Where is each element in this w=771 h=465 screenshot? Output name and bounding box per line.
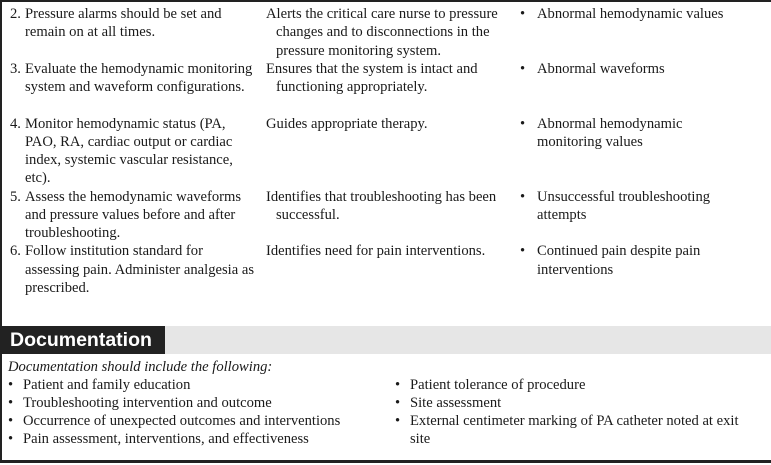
documentation-list-left xyxy=(8,376,398,448)
list-item xyxy=(8,412,398,430)
list-item-text: Occurrence of unexpected outcomes and interventions xyxy=(23,413,341,429)
list-item-text: Pain assessment, interventions, and effectiveness xyxy=(23,431,309,447)
list-item-text: Patient and family education xyxy=(23,377,191,393)
table-row xyxy=(0,115,771,188)
step-rationale: Identifies need for pain interventions. xyxy=(266,243,486,260)
step-action: Evaluate the hemodynamic monitoring system and waveform configurations. xyxy=(25,60,253,95)
documentation-list-right xyxy=(395,376,765,448)
step-number: 2. xyxy=(10,6,21,22)
list-item-text: Patient tolerance of procedure xyxy=(410,377,586,393)
bullet: • xyxy=(395,413,401,429)
step-rationale: Alerts the critical care nurse to pressure changes and to disconnections in the pressure monitoring system. xyxy=(266,6,498,59)
bullet: • xyxy=(8,413,14,429)
table-row xyxy=(0,242,771,297)
bullet: • xyxy=(395,395,401,411)
list-item xyxy=(395,376,765,394)
step-action: Monitor hemodynamic status (PA, PAO, RA, cardiac output or cardiac index, systemic vascular resistance, etc). xyxy=(25,115,233,187)
list-item xyxy=(395,394,765,412)
list-item-text: Site assessment xyxy=(410,395,502,411)
step-number: 6. xyxy=(10,243,21,260)
list-item xyxy=(395,412,765,448)
list-item-text: External centimeter marking of PA catheter noted at exit site xyxy=(410,413,739,447)
bullet: • xyxy=(395,377,401,393)
table-row xyxy=(0,188,771,243)
step-rationale: Guides appropriate therapy. xyxy=(266,115,428,132)
list-item-text: Troubleshooting intervention and outcome xyxy=(23,395,272,411)
step-rationale: Ensures that the system is intact and functioning appropriately. xyxy=(266,60,478,95)
step-number: 4. xyxy=(10,115,21,132)
report-item: Abnormal hemodynamic monitoring values xyxy=(537,115,683,150)
bullet: • xyxy=(520,188,526,205)
list-item xyxy=(8,376,398,394)
bullet: • xyxy=(520,243,526,260)
documentation-intro: Documentation should include the following: xyxy=(8,359,273,375)
step-rationale: Identifies that troubleshooting has been successful. xyxy=(266,188,497,223)
step-number: 3. xyxy=(10,60,21,77)
section-title: Documentation xyxy=(2,326,165,354)
report-item: Abnormal hemodynamic values xyxy=(537,6,724,22)
list-item xyxy=(8,430,398,448)
bullet: • xyxy=(8,395,14,411)
bullet: • xyxy=(520,115,526,132)
bullet: • xyxy=(8,431,14,447)
report-item: Unsuccessful troubleshooting attempts xyxy=(537,188,711,223)
step-number: 5. xyxy=(10,188,21,205)
bullet: • xyxy=(520,6,526,22)
bullet: • xyxy=(520,60,526,77)
list-item xyxy=(8,394,398,412)
bullet: • xyxy=(8,377,14,393)
procedure-table xyxy=(0,5,771,297)
step-action: Pressure alarms should be set and remain on at all times. xyxy=(25,6,222,41)
report-item: Continued pain despite pain interventions xyxy=(537,243,701,278)
report-item: Abnormal waveforms xyxy=(537,60,665,77)
table-row xyxy=(0,60,771,115)
step-action: Assess the hemodynamic waveforms and pressure values before and after troubleshooting. xyxy=(25,188,242,241)
table-row xyxy=(0,5,771,60)
step-action: Follow institution standard for assessing pain. Administer analgesia as prescribed. xyxy=(25,243,254,296)
